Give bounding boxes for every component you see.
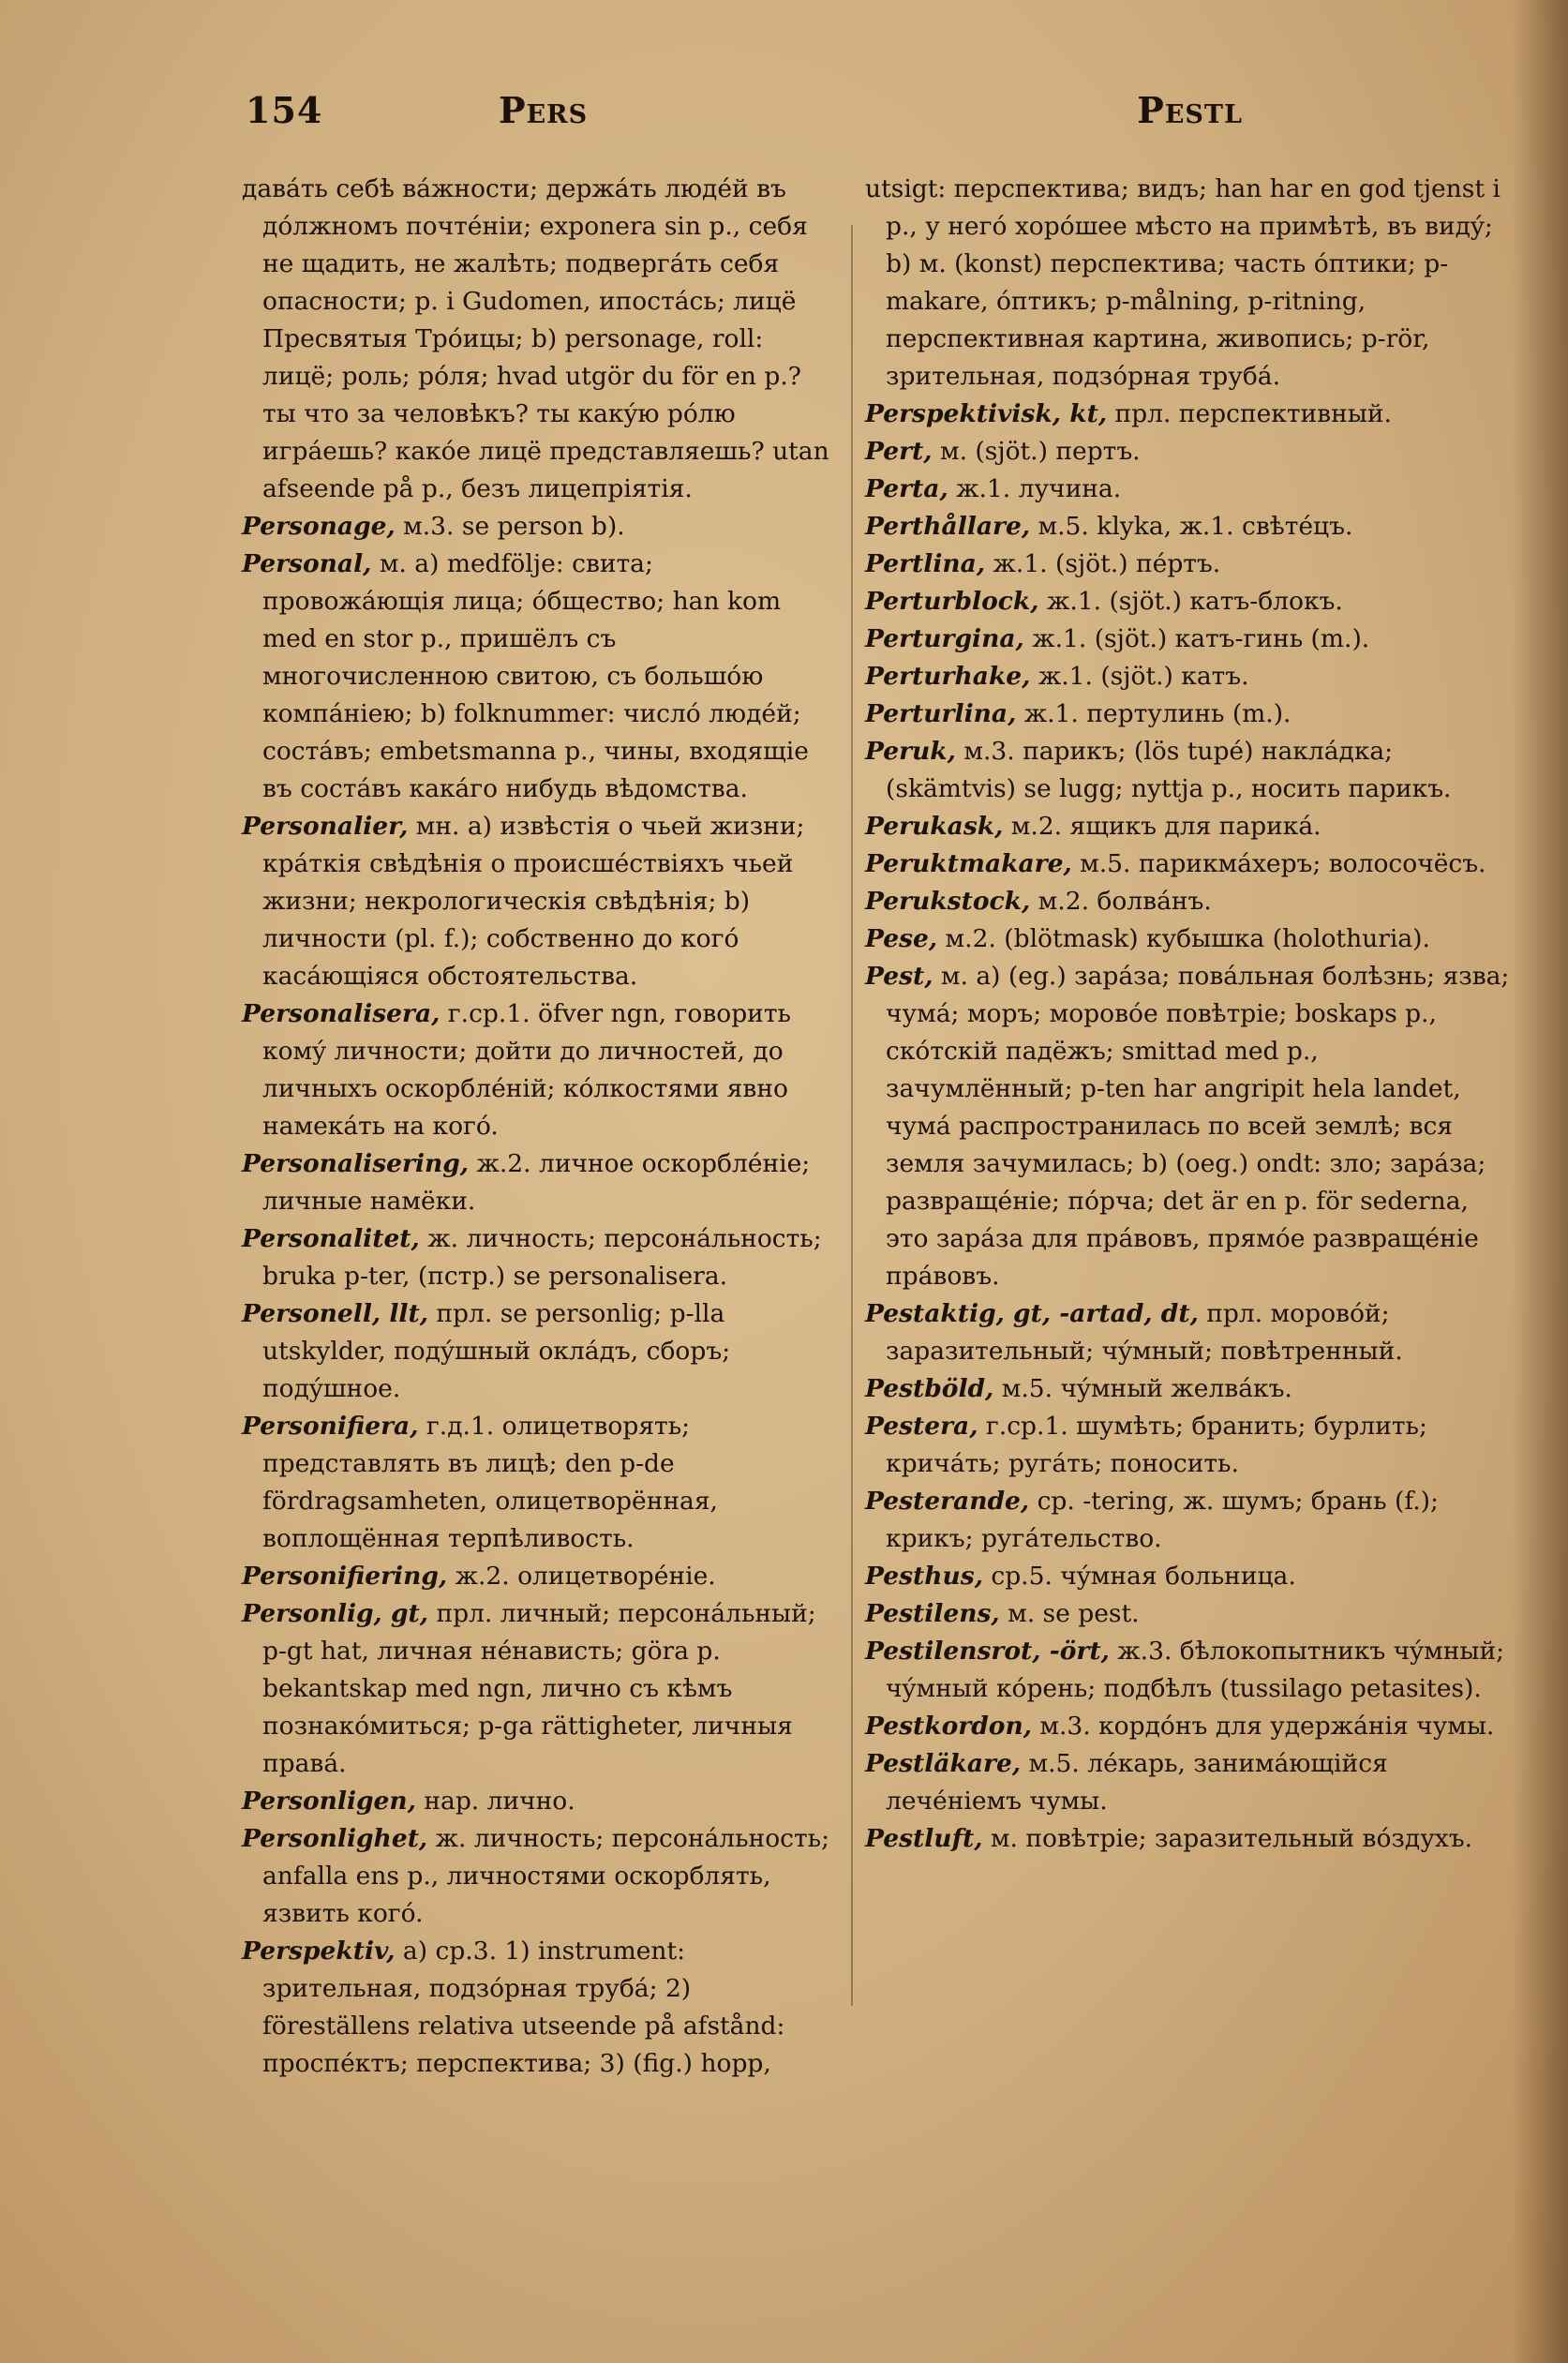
entry-headword: Perturlina, (865, 699, 1017, 728)
dictionary-entry (865, 433, 1512, 471)
dictionary-entry (242, 808, 842, 995)
entry-definition: м.3. кордóнъ для удержáнія чумы. (1039, 1712, 1495, 1741)
entry-headword: Perturblock, (865, 587, 1039, 616)
dictionary-entry (865, 920, 1512, 958)
dictionary-entry (865, 808, 1512, 845)
entry-definition: мн. a) извѣстія о чьей жизни; крáткія свѣдѣнія о происшéствіяхъ чьей жизни; некрологическія свѣдѣнія; b) личности (pl. f.); собственно до когó касáющіяся обстоятельства. (262, 812, 805, 991)
entry-headword: Personlighet, (242, 1824, 428, 1853)
entry-definition: нар. лично. (424, 1787, 575, 1816)
entry-headword: Pertlina, (865, 549, 986, 578)
right-column (865, 171, 1512, 1858)
dictionary-entry (242, 1295, 842, 1408)
entry-headword: Personell, llt, (242, 1299, 428, 1328)
dictionary-entry (865, 471, 1512, 508)
entry-definition: м. (sjöt.) пертъ. (939, 437, 1141, 466)
dictionary-entry (865, 1558, 1512, 1595)
dictionary-entry (865, 1708, 1512, 1745)
entry-headword: Pert, (865, 437, 933, 466)
dictionary-entry (865, 658, 1512, 695)
entry-definition: м. a) medfölje: свита; провожáющія лица; óбщество; han kom med en stor p., пришёлъ съ многочисленною свитою, съ большóю компáніею; b) folknummer: числó людéй; состáвъ; embetsmanna p., чины, входящіе въ состáвъ какáго нибудь вѣдомства. (262, 549, 809, 803)
entry-headword: Perspektiv, (242, 1937, 396, 1966)
entry-definition: ж.1. (sjöt.) пéртъ. (993, 549, 1221, 578)
entry-definition: м.5. лéкарь, занимáющійся лечéніемъ чумы. (886, 1749, 1388, 1816)
entry-headword: Personifiera, (242, 1412, 419, 1441)
entry-headword: Perturhake, (865, 662, 1031, 691)
entry-headword: Personal, (242, 549, 372, 578)
entry-headword: Pestaktig, gt, -artad, dt, (865, 1299, 1199, 1328)
entry-headword: Personage, (242, 512, 396, 541)
entry-definition: ж.1. (sjöt.) катъ-блокъ. (1046, 587, 1343, 616)
entry-definition: м.5. чýмный желвáкъ. (1001, 1374, 1292, 1403)
page-header (246, 89, 1243, 145)
dictionary-entry (865, 695, 1512, 733)
entry-definition: м.3. se person b). (403, 512, 625, 541)
entry-definition: м. повѣтріе; заразительный вóздухъ. (990, 1824, 1473, 1853)
entry-headword: Peruk, (865, 737, 956, 766)
dictionary-entry (865, 546, 1512, 583)
dictionary-entry (242, 1220, 842, 1295)
dictionary-entry (865, 845, 1512, 883)
entry-headword: Pesthus, (865, 1562, 983, 1591)
dictionary-entry (242, 1933, 842, 2083)
entry-headword: Personalitet, (242, 1224, 420, 1253)
entry-definition: м.5. парикмáхеръ; волосочёсъ. (1080, 849, 1486, 878)
dictionary-entry (865, 1745, 1512, 1820)
entry-definition: м.3. парикъ; (lös tupé) наклáдка; (skämtvis) se lugg; nyttja p., носить парикъ. (886, 737, 1452, 803)
entry-definition: utsigt: перспектива; видъ; han har en god tjenst i p., у негó хорóшее мѣсто на примѣтѣ, въ видý; b) м. (konst) перспектива; часть óптики; p-makare, óптикъ; p-målning, p-ritning, перспективная картина, живопись; p-rör, зрительная, подзóрная трубá. (865, 174, 1501, 391)
entry-headword: Pestilens, (865, 1599, 1000, 1628)
entry-definition: г.д.1. олицетворять; представлять въ лицѣ; den p-de fördragsamheten, олицетворённая, воплощённая терпѣливость. (262, 1412, 718, 1553)
column-divider (851, 225, 853, 2006)
guide-word-left: Pers (499, 89, 589, 131)
dictionary-entry (242, 1820, 842, 1933)
entry-headword: Perthållare, (865, 512, 1031, 541)
entry-definition: a) ср.3. 1) instrument: зрительная, подзóрная трубá; 2) föreställens relativa utseende på afstånd: проспéктъ; перспектива; 3) (fig.) hopp, (262, 1937, 785, 2078)
entry-definition: г.ср.1. шумѣть; бранить; бурлить; кричáть; ругáть; поносить. (886, 1412, 1427, 1478)
dictionary-entry (865, 1408, 1512, 1483)
dictionary-entry (865, 1820, 1512, 1858)
dictionary-entry (242, 171, 842, 508)
entry-headword: Personifiering, (242, 1562, 448, 1591)
entry-headword: Peruktmakare, (865, 849, 1072, 878)
entry-headword: Perukask, (865, 812, 1004, 841)
entry-definition: прл. личный; персонáльный; p-gt hat, личная нéнависть; göra p. bekantskap med ngn, лично съ кѣмъ познакóмиться; p-ga rättigheter, личныя правá. (262, 1599, 816, 1778)
dictionary-entry (242, 1783, 842, 1820)
entry-headword: Personalier, (242, 812, 409, 841)
entry-definition: м. a) (eg.) зарáза; повáльная болѣзнь; язва; чумá; моръ; моровóе повѣтріе; boskaps p., скóтскій падёжъ; smittad med p., зачумлённый; p-ten har angripit hela landet, чумá распространилась по всей землѣ; вся земля зачумилась; b) (oeg.) ondt: зло; зарáза; развращéніе; пóрча; det är en p. för sederna, это зарáза для прáвовъ, прямóе развращéніе прáвовъ. (886, 962, 1510, 1291)
entry-definition: прл. моровóй; заразительный; чýмный; повѣтренный. (886, 1299, 1403, 1366)
dictionary-entry (865, 1295, 1512, 1370)
entry-headword: Pesterande, (865, 1487, 1030, 1516)
entry-headword: Pestböld, (865, 1374, 994, 1403)
entry-definition: м. se pest. (1008, 1599, 1140, 1628)
entry-definition: давáть себѣ вáжности; держáть людéй въ дóлжномъ почтéніи; exponera sin p., себя не щадить, не жалѣть; подвергáть себя опасности; p. i Gudomen, ипостáсь; лицё Пресвятыя Трóицы; b) personage, roll: лицё; роль; рóля; hvad utgör du för en p.? ты что за человѣкъ? ты какýю рóлю игрáешь? какóе лицё представляешь? utan afseende på p., безъ лицепріятія. (242, 174, 829, 503)
dictionary-entry (865, 583, 1512, 621)
entry-definition: м.2. болвáнъ. (1038, 887, 1212, 916)
entry-headword: Perukstock, (865, 887, 1031, 916)
dictionary-entry (242, 546, 842, 808)
entry-definition: ж.1. (sjöt.) катъ-гинь (m.). (1032, 624, 1370, 653)
dictionary-entry (865, 958, 1512, 1295)
dictionary-entry (242, 1145, 842, 1220)
entry-definition: ж. личность; персонáльность; anfalla ens p., личностями оскорблять, язвить когó. (262, 1824, 830, 1928)
entry-definition: ж.1. (sjöt.) катъ. (1038, 662, 1249, 691)
dictionary-entry (865, 396, 1512, 433)
entry-definition: ср.5. чýмная больница. (991, 1562, 1296, 1591)
entry-headword: Pestkordon, (865, 1712, 1032, 1741)
entry-headword: Perspektivisk, kt, (865, 399, 1108, 428)
dictionary-entry (865, 508, 1512, 546)
dictionary-entry (242, 995, 842, 1145)
dictionary-entry (865, 883, 1512, 920)
dictionary-entry (242, 1558, 842, 1595)
entry-definition: ж.1. пертулинь (m.). (1023, 699, 1292, 728)
dictionary-entry (242, 508, 842, 546)
entry-definition: прл. se personlig; p-lla utskylder, подýшный оклáдъ, сборъ; подýшное. (262, 1299, 731, 1403)
entry-definition: ж.2. личное оскорблéніе; личные намёки. (262, 1149, 811, 1216)
entry-headword: Personlig, gt, (242, 1599, 429, 1628)
entry-headword: Personalisera, (242, 999, 441, 1028)
entry-definition: г.ср.1. öfver ngn, говорить комý личности; дойти до личностей, до личныхъ оскорблéній; кóлкостями явно намекáть на когó. (262, 999, 791, 1141)
entry-headword: Pestilensrot, -ört, (865, 1637, 1110, 1666)
entry-headword: Personligen, (242, 1787, 416, 1816)
entry-definition: ж.3. бѣлокопытникъ чýмный; чýмный кóрень; подбѣлъ (tussilago petasites). (886, 1637, 1505, 1703)
entry-definition: ж.1. лучина. (956, 474, 1122, 503)
dictionary-entry (865, 621, 1512, 658)
dictionary-entry (865, 733, 1512, 808)
dictionary-entry (242, 1408, 842, 1558)
dictionary-entry (865, 1370, 1512, 1408)
entry-headword: Pestera, (865, 1412, 978, 1441)
dictionary-entry (865, 171, 1512, 396)
entry-headword: Pest, (865, 962, 933, 991)
entry-headword: Pestluft, (865, 1824, 983, 1853)
entry-headword: Perturgina, (865, 624, 1024, 653)
left-column (242, 171, 842, 2083)
entry-definition: ж. личность; персонáльность; bruka p-ter, (пстр.) se personalisera. (262, 1224, 822, 1291)
entry-definition: м.2. (blötmask) кубышка (holothuria). (945, 924, 1430, 953)
dictionary-entry (865, 1633, 1512, 1708)
entry-definition: ж.2. олицетворéніе. (455, 1562, 716, 1591)
entry-definition: м.5. klyka, ж.1. свѣтéцъ. (1038, 512, 1353, 541)
entry-headword: Pestläkare, (865, 1749, 1022, 1778)
entry-headword: Perta, (865, 474, 948, 503)
entry-definition: ср. -tering, ж. шумъ; брань (f.); крикъ; ругáтельство. (886, 1487, 1439, 1553)
entry-headword: Personalisering, (242, 1149, 470, 1178)
entry-definition: прл. перспективный. (1114, 399, 1392, 428)
dictionary-entry (865, 1483, 1512, 1558)
page-number: 154 (246, 89, 323, 131)
guide-word-right: Pestl (1137, 89, 1243, 131)
entry-headword: Pese, (865, 924, 938, 953)
dictionary-entry (242, 1595, 842, 1783)
entry-definition: м.2. ящикъ для парикá. (1010, 812, 1322, 841)
dictionary-entry (865, 1595, 1512, 1633)
